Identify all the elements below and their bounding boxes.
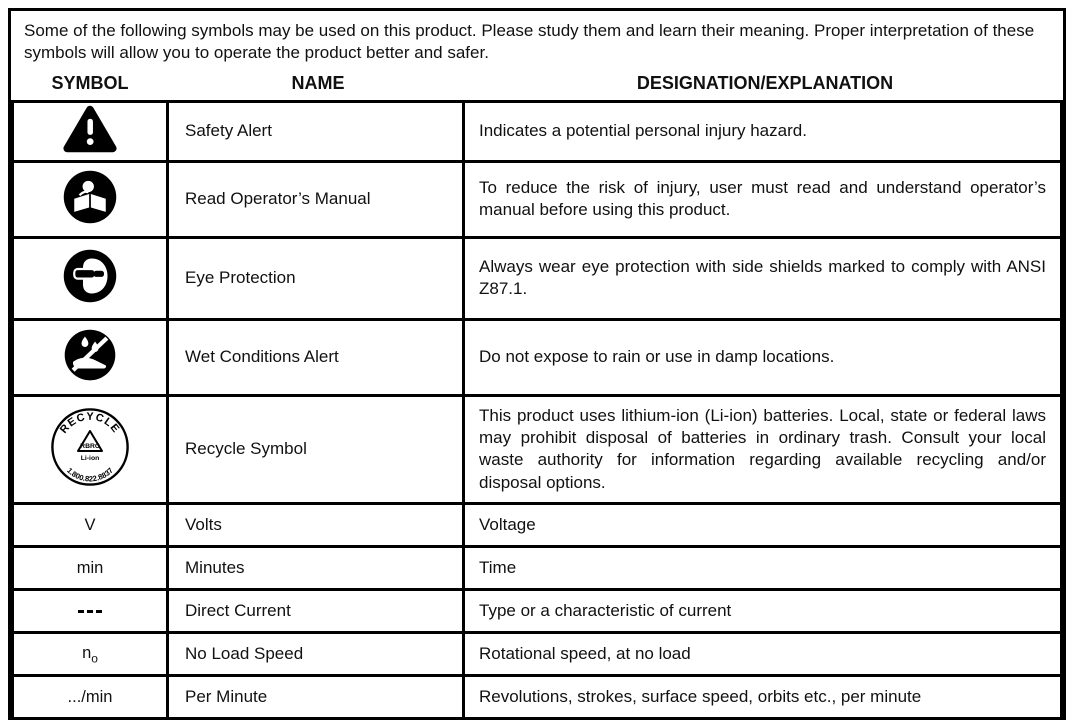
volts-symbol: V bbox=[84, 515, 96, 534]
table-row bbox=[13, 632, 1062, 675]
eye-protection-icon bbox=[62, 248, 118, 304]
svg-text:1.800.822.8837: 1.800.822.8837 bbox=[65, 465, 115, 484]
symbols-table bbox=[11, 100, 1063, 720]
symbol-cell bbox=[13, 546, 168, 589]
table-row bbox=[13, 101, 1062, 161]
svg-text:RECYCLE: RECYCLE bbox=[57, 410, 123, 436]
table-row bbox=[13, 675, 1062, 718]
table-header-row bbox=[11, 68, 1063, 100]
symbol-cell bbox=[13, 161, 168, 237]
no-load-speed-symbol: $n_o$ bbox=[82, 643, 98, 666]
name-cell: Minutes bbox=[168, 546, 464, 589]
name-cell: Eye Protection bbox=[168, 237, 464, 319]
name-cell: Read Operator’s Manual bbox=[168, 161, 464, 237]
symbol-cell bbox=[13, 503, 168, 546]
manual-page bbox=[8, 8, 1066, 720]
symbol-cell bbox=[13, 675, 168, 718]
symbol-cell bbox=[13, 101, 168, 161]
table-row bbox=[13, 237, 1062, 319]
header-designation: DESIGNATION/EXPLANATION bbox=[636, 72, 894, 93]
explanation-cell: Indicates a potential personal injury hazard. bbox=[464, 101, 1062, 161]
read-operators-manual-icon bbox=[62, 169, 118, 225]
safety-alert-icon bbox=[63, 105, 117, 153]
name-cell: Direct Current bbox=[168, 589, 464, 632]
table-row bbox=[13, 589, 1062, 632]
table-row bbox=[13, 319, 1062, 395]
table-row bbox=[13, 546, 1062, 589]
explanation-cell: Always wear eye protection with side shields marked to comply with ANSI Z87.1. bbox=[464, 237, 1062, 319]
direct-current-icon bbox=[78, 610, 102, 613]
table-row bbox=[13, 395, 1062, 503]
explanation-cell: Voltage bbox=[464, 503, 1062, 546]
symbol-cell bbox=[13, 237, 168, 319]
explanation-cell: To reduce the risk of injury, user must read and understand operator’s manual before using this product. bbox=[464, 161, 1062, 237]
minutes-symbol: min bbox=[76, 558, 104, 577]
symbol-cell bbox=[13, 632, 168, 675]
name-cell: Per Minute bbox=[168, 675, 464, 718]
recycle-symbol-icon bbox=[50, 407, 130, 487]
intro-text: Some of the following symbols may be used on this product. Please study them and learn their meaning. Proper interpretation of these symbols will allow you to operate the product better and safer. bbox=[24, 21, 1035, 63]
explanation-cell: Revolutions, strokes, surface speed, orbits etc., per minute bbox=[464, 675, 1062, 718]
svg-text:RBRC: RBRC bbox=[80, 443, 100, 451]
name-cell: Safety Alert bbox=[168, 101, 464, 161]
per-minute-symbol: .../min bbox=[67, 687, 113, 706]
table-row bbox=[13, 503, 1062, 546]
wet-conditions-alert-icon bbox=[63, 328, 117, 382]
header-symbol: SYMBOL bbox=[51, 72, 129, 93]
symbol-cell bbox=[13, 395, 168, 503]
symbol-cell bbox=[13, 589, 168, 632]
explanation-cell: Time bbox=[464, 546, 1062, 589]
explanation-cell: Rotational speed, at no load bbox=[464, 632, 1062, 675]
explanation-cell: This product uses lithium-ion (Li-ion) batteries. Local, state or federal laws may prohibit disposal of batteries in ordinary trash. Consult your local waste authority for information regarding available recycling and/or disposal options. bbox=[464, 395, 1062, 503]
name-cell: No Load Speed bbox=[168, 632, 464, 675]
symbol-cell bbox=[13, 319, 168, 395]
svg-text:Li-ion: Li-ion bbox=[80, 454, 100, 462]
name-cell: Wet Conditions Alert bbox=[168, 319, 464, 395]
table-row bbox=[13, 161, 1062, 237]
header-name: NAME bbox=[291, 72, 345, 93]
name-cell: Recycle Symbol bbox=[168, 395, 464, 503]
explanation-cell: Type or a characteristic of current bbox=[464, 589, 1062, 632]
explanation-cell: Do not expose to rain or use in damp locations. bbox=[464, 319, 1062, 395]
name-cell: Volts bbox=[168, 503, 464, 546]
